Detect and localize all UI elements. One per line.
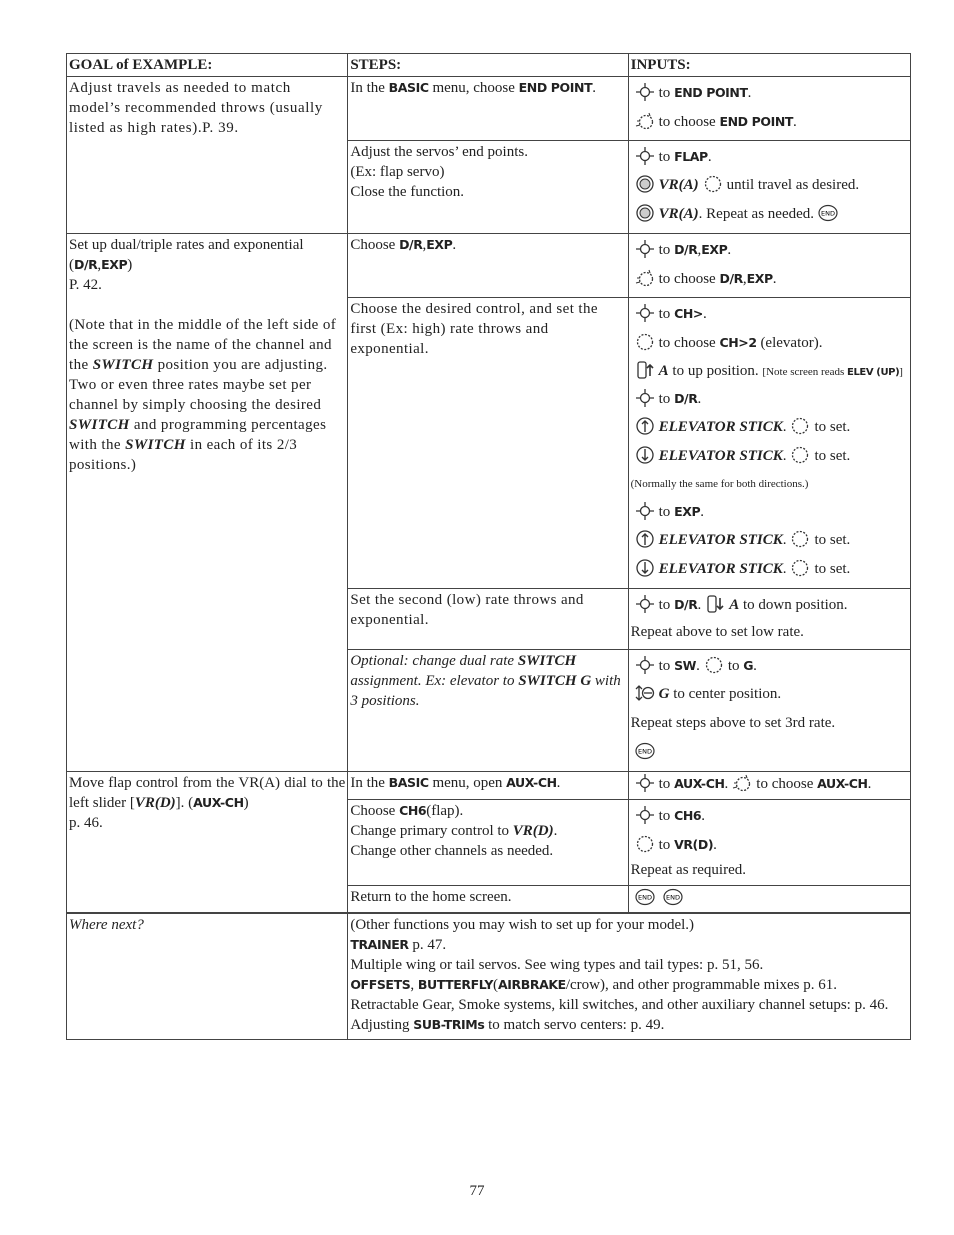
cursor-icon [635,239,655,259]
input-cell: to D/R. A to down position. Repeat above to set low rate. [628,589,910,650]
table-row [67,77,911,141]
steps-header: STEPS: [348,54,628,77]
cursor-icon [635,501,655,521]
step-cell: In the BASIC menu, choose END POINT. [348,77,628,141]
input-cell: to AUX-CH. to choose AUX-CH. [628,772,910,800]
dial-icon [704,655,724,675]
table-row [67,772,911,800]
svg-text:END: END [637,893,652,902]
step-cell: Choose the desired control, and set the first (Ex: high) rate throws and exponential. [348,298,628,589]
goal-cell: Where next? [67,913,348,1040]
dial-icon [790,416,810,436]
stick-up-icon [635,416,655,436]
step-cell: Set the second (low) rate throws and exponential. [348,589,628,650]
dial-icon [790,445,810,465]
dial-icon [635,332,655,352]
cursor-icon [635,805,655,825]
input-cell: to END POINT. to choose END POINT. [628,77,910,141]
switch-up-icon [635,360,655,380]
input-cell: to CH6. to VR(D). Repeat as required. [628,800,910,886]
inputs-header: INPUTS: [628,54,910,77]
dial-icon [790,558,810,578]
knob-icon [635,203,655,223]
cursor-icon [635,655,655,675]
goal-cell [67,77,348,234]
input-cell: to SW. to G. G to center position. Repeat steps above to set 3rd rate. END [628,650,910,772]
stick-down-icon [635,445,655,465]
step-cell: Choose CH6(flap). Change primary control to VR(D). Change other channels as needed. [348,800,628,886]
svg-text:END: END [821,209,836,218]
stick-down-icon [635,558,655,578]
cursor-icon [635,773,655,793]
push-dial-icon [635,268,655,288]
svg-text:END: END [665,893,680,902]
push-dial-icon [732,773,752,793]
step-cell: Adjust the servos’ end points. (Ex: flap servo) Close the function. [348,141,628,234]
end-button-icon [635,887,655,907]
goal-header: GOAL of EXAMPLE: [67,54,348,77]
cursor-icon [635,82,655,102]
switch-down-icon [705,594,725,614]
instruction-table [66,53,911,1040]
table-row [67,234,911,298]
cursor-icon [635,388,655,408]
cursor-icon [635,594,655,614]
switch-center-icon [635,683,655,703]
where-next-cell: (Other functions you may wish to set up for your model.) TRAINER p. 47. Multiple wing or tail servos. See wing types and tail types: p. 51, 56. OFFSETS, BUTTERFLY(AIRBRAKE/crow), and other programmable mixes p. 61. Retractable Gear, Smoke systems, kill switches, and other auxiliary channel setups: p. 46. Adjusting SUB-TRIMs to match servo centers: p. 49. [348,913,911,1040]
input-cell: to D/R,EXP. to choose D/R,EXP. [628,234,910,298]
input-cell: to CH>. to choose CH>2 (elevator). A to up position. [Note screen reads ELEV (UP)] to D/R. ELEVATOR STICK. to set. ELEVATOR STICK. to set. (Normally the same for both directions.) to EXP. ELEVATOR STICK. to set. ELEVATOR STICK. to set. [628,298,910,589]
input-cell: to FLAP. VR(A) until travel as desired. VR(A). Repeat as needed. END [628,141,910,234]
dial-icon [790,529,810,549]
end-button-icon [818,203,838,223]
knob-icon [635,174,655,194]
push-dial-icon [635,111,655,131]
goal-text: Adjust travels as needed to match model’s recommended throws (usually listed as high rates).P. 39. [69,80,323,136]
cursor-icon [635,303,655,323]
end-button-icon [635,741,655,761]
goal-cell: Move flap control from the VR(A) dial to the left slider [VR(D)]. (AUX-CH) p. 46. [67,772,348,914]
step-cell: In the BASIC menu, open AUX-CH. [348,772,628,800]
input-cell [628,886,910,914]
end-button-icon [663,887,683,907]
step-cell: Choose D/R,EXP. [348,234,628,298]
svg-text:END: END [637,747,652,756]
step-cell: Optional: change dual rate SWITCH assignment. Ex: elevator to SWITCH G with 3 positions. [348,650,628,772]
page-number: 77 [469,1183,485,1199]
cursor-icon [635,146,655,166]
table-row [67,913,911,1040]
stick-up-icon [635,529,655,549]
goal-cell: Set up dual/triple rates and exponential (D/R,EXP) P. 42. (Note that in the middle of the left side of the screen is the name of the channel and the SWITCH position you are adjusting. Two or even three rates maybe set per channel by simply choosing the desired SWITCH and programming percentages with the SWITCH in each of its 2/3 positions.) [67,234,348,772]
step-cell: Return to the home screen. [348,886,628,914]
header-row [67,54,911,77]
dial-icon [635,834,655,854]
dial-icon [703,174,723,194]
